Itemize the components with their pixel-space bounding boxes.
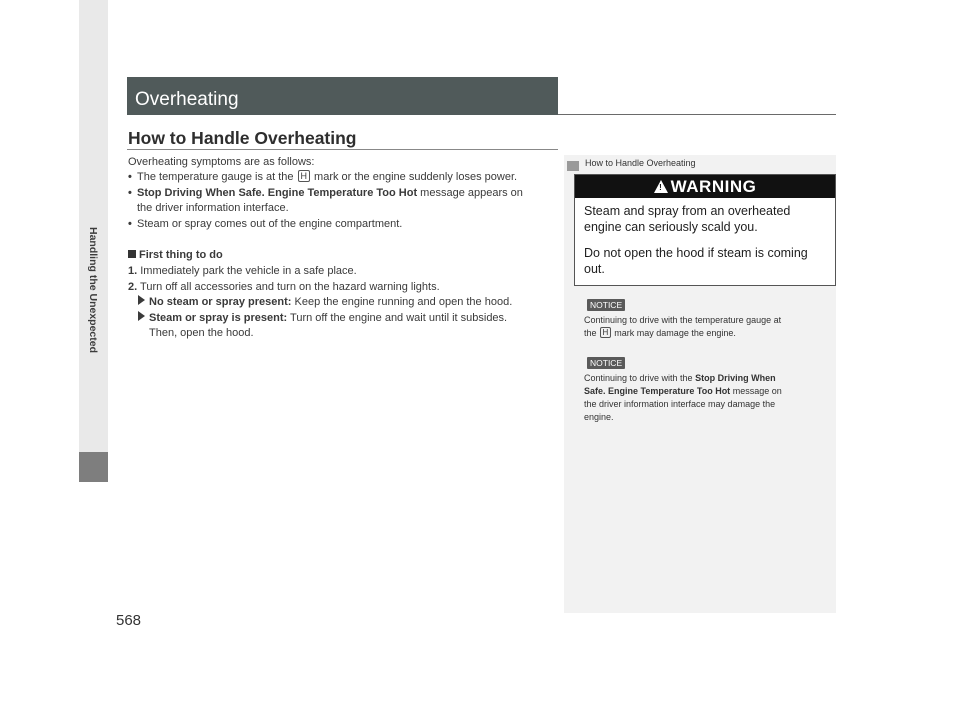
warning-title: WARNING (670, 177, 757, 196)
reference-mark-icon (567, 161, 579, 171)
warning-header (575, 175, 835, 198)
symptom-item-2-cont: the driver information interface. (137, 202, 289, 214)
substep-no-steam: No steam or spray present: Keep the engine running and open the hood. (138, 295, 512, 310)
warning-line: Do not open the hood if steam is coming (584, 246, 808, 260)
section-title: How to Handle Overheating (128, 128, 357, 148)
bullet: • (128, 171, 132, 183)
symptoms-intro: Overheating symptoms are as follows: (128, 156, 315, 168)
warning-line: engine can seriously scald you. (584, 220, 758, 234)
square-bullet-icon (128, 250, 136, 258)
page-header-bar (127, 77, 558, 115)
step-1: 1. Immediately park the vehicle in a safe place. (128, 265, 357, 277)
notice-1-line: Continuing to drive with the temperature gauge at (584, 315, 782, 325)
notice-2-line: Continuing to drive with the Stop Driving When (584, 373, 776, 383)
page-title: Overheating (135, 89, 239, 110)
h-mark-icon: H (298, 170, 311, 182)
bullet: • (128, 218, 132, 230)
substep-steam: Steam or spray is present: Turn off the engine and wait until it subsides. (138, 311, 507, 326)
header-rule (558, 114, 836, 115)
notice-2-line: engine. (584, 412, 614, 422)
page-number: 568 (116, 612, 142, 629)
h-mark-icon: H (600, 327, 612, 338)
section-rule (127, 149, 558, 150)
notice-1-line: the H mark may damage the engine. (584, 328, 736, 338)
notice-2-line: the driver information interface may damage the (584, 399, 776, 409)
arrow-right-icon (138, 295, 145, 305)
step-2: 2. Turn off all accessories and turn on the hazard warning lights. (128, 281, 440, 293)
first-thing-heading: First thing to do (128, 248, 223, 263)
symptom-item-2: • Stop Driving When Safe. Engine Temperature Too Hot message appears on (128, 187, 523, 199)
notice-badge: NOTICE (587, 357, 625, 369)
warning-box (574, 174, 836, 286)
bullet: • (128, 187, 132, 199)
arrow-right-icon (138, 311, 145, 321)
notice-badge: NOTICE (587, 299, 625, 311)
warning-triangle-icon: ! (654, 180, 668, 193)
symptom-item-3: • Steam or spray comes out of the engine compartment. (128, 218, 403, 230)
sidebar-heading: How to Handle Overheating (585, 158, 696, 168)
warning-line: out. (584, 262, 605, 276)
chapter-label-text: Handling the Unexpected (87, 226, 99, 354)
chapter-side-tab-marker (79, 452, 108, 482)
substep-steam-cont: Then, open the hood. (149, 327, 254, 339)
notice-2-line: Safe. Engine Temperature Too Hot message on (584, 386, 782, 396)
sidebar-notes (564, 155, 836, 613)
symptom-item-1: • The temperature gauge is at the H mark or the engine suddenly loses power. (128, 171, 518, 183)
warning-line: Steam and spray from an overheated (584, 204, 791, 218)
